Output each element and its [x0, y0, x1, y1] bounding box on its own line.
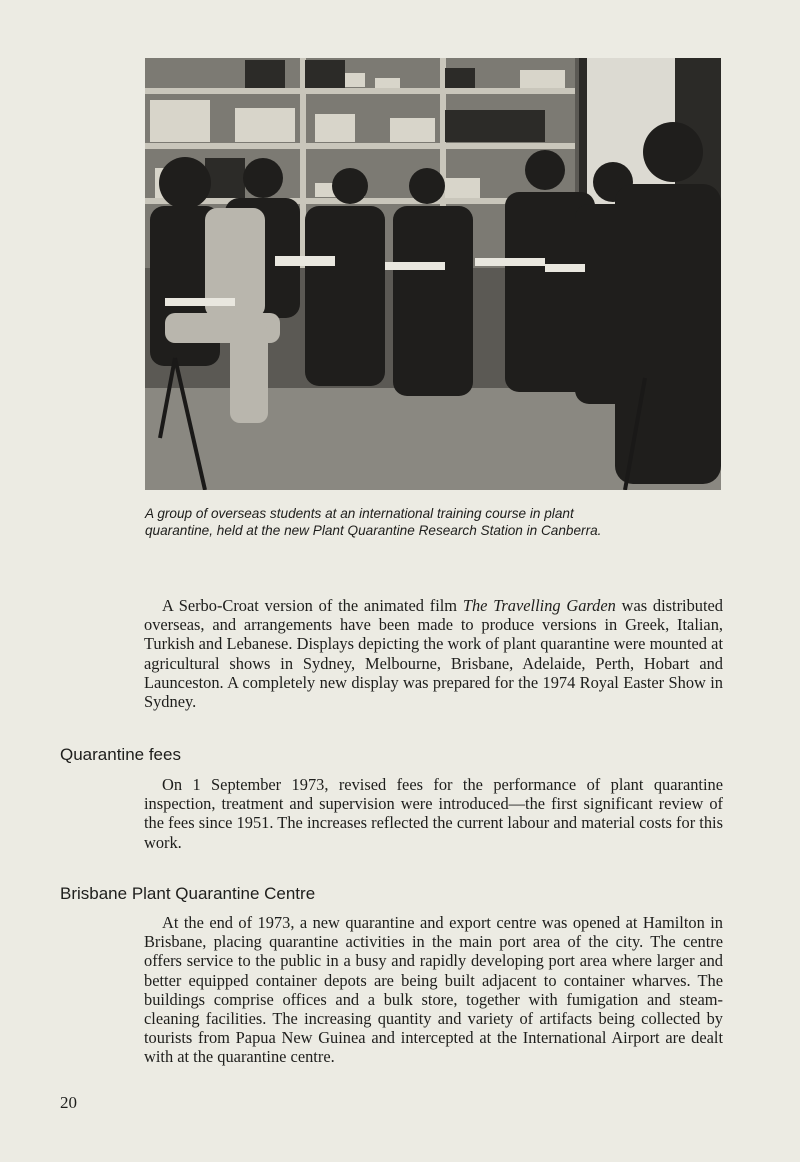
page-number: 20 — [60, 1093, 77, 1112]
intro-paragraph — [144, 596, 723, 711]
section-heading-brisbane-centre: Brisbane Plant Quarantine Centre — [60, 884, 316, 903]
brisbane-centre-text: At the end of 1973, a new quarantine and export centre was opened at Hamilton in Brisbane, placing quarantine activities in the main port area of the city. The centre offers service to the public in a busy and rapidly developing port area where larger and better equipped container depots are being built adjacent to container wharves. The buildings comprise offices and a bulk store, together with fumigation and steam-cleaning facilities. The increasing quantity and variety of artifacts being collected by tourists from Papua New Guinea and intercepted at the International Airport are dealt with at the quarantine centre. — [144, 913, 723, 1067]
intro-text-before: A Serbo-Croat version of the animated film — [162, 596, 463, 615]
section-heading-quarantine-fees: Quarantine fees — [60, 745, 181, 764]
photo-illustration — [145, 58, 721, 490]
intro-text-after: was distributed overseas, and arrangements have been made to produce versions in Greek, Italian, Turkish and Lebanese. Displays depicting the work of plant quarantine were mounted at agricultural shows in Sydney, Melbourne, Brisbane, Adelaide, Perth, Hobart and Launceston. A completely new display was prepared for the 1974 Royal Easter Show in Sydney. — [144, 596, 724, 712]
section-body-brisbane-centre — [144, 913, 723, 1067]
quarantine-fees-text: On 1 September 1973, revised fees for the performance of plant quarantine inspection, treatment and supervision were introduced—the first significant review of the fees since 1951. The increases reflected the current labour and material costs for this work. — [144, 775, 723, 852]
group-photo — [145, 58, 721, 490]
section-body-quarantine-fees — [144, 775, 723, 852]
photo-caption: A group of overseas students at an international training course in plant quarantine, held at the new Plant Quarantine Research Station in Canberra. — [145, 506, 602, 538]
film-title: The Travelling Garden — [462, 596, 616, 615]
